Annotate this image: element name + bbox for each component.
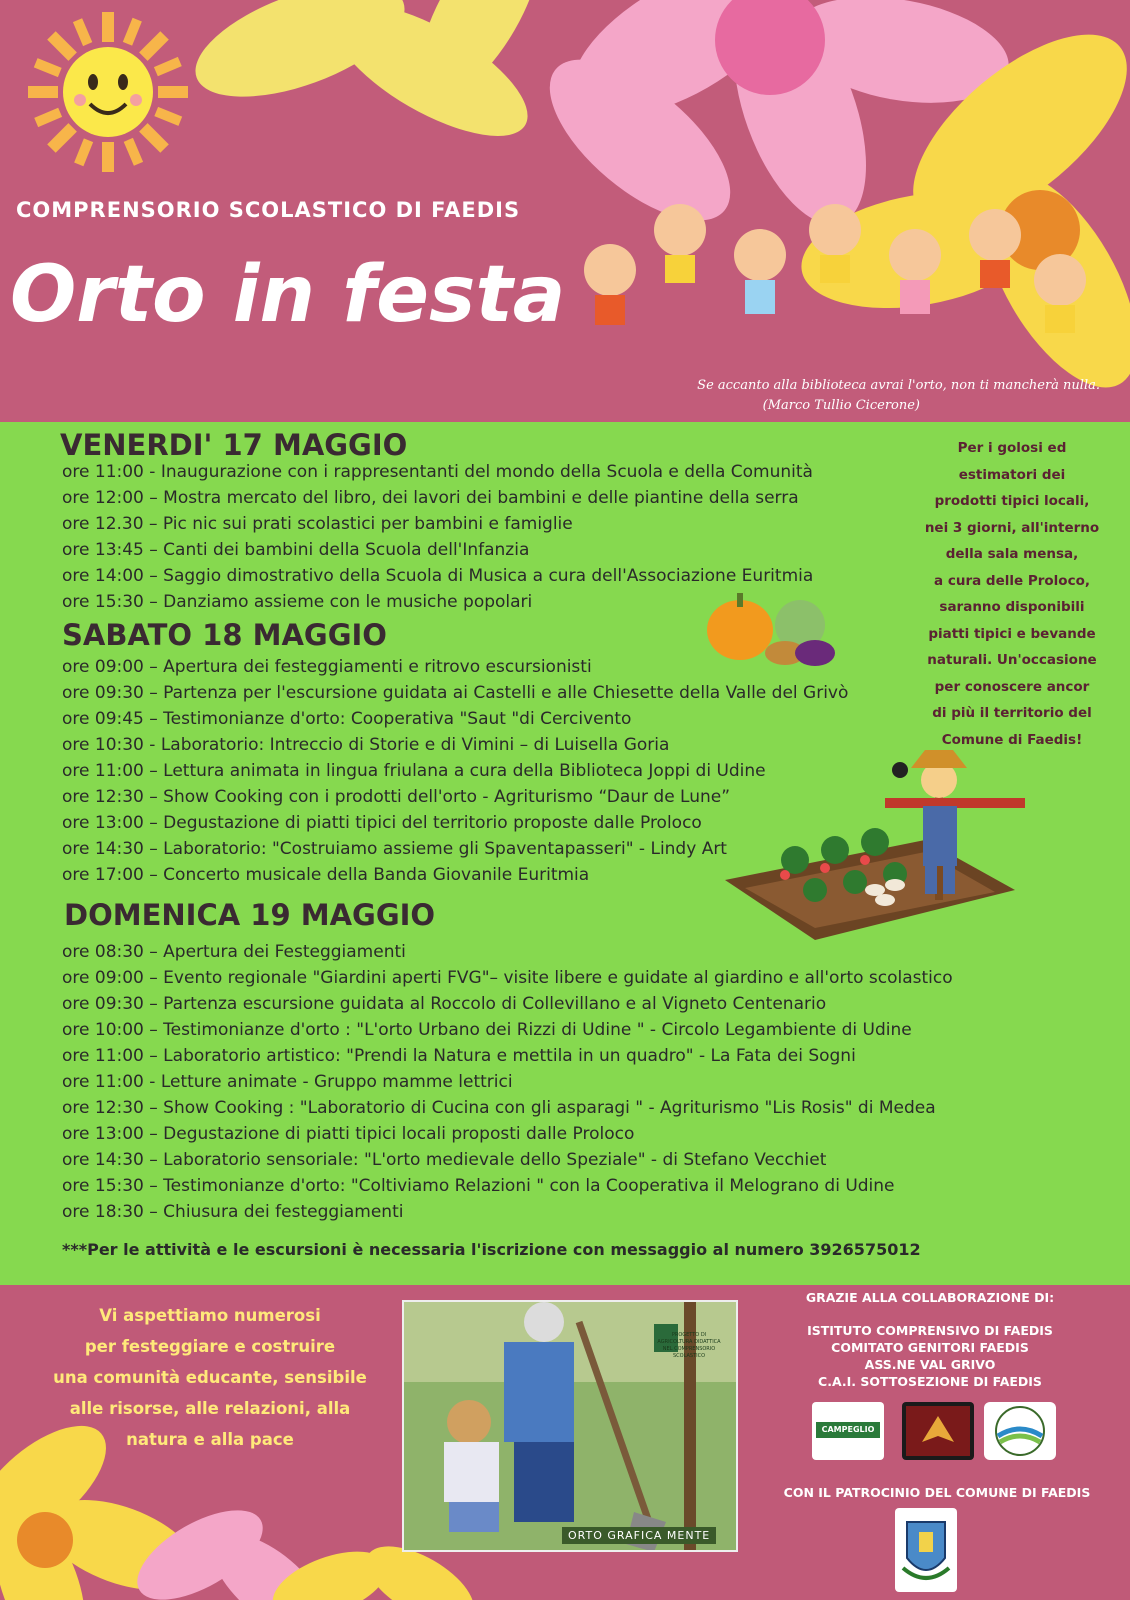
day-heading-saturday: SABATO 18 MAGGIO [62, 618, 387, 652]
list-item: ore 14:30 – Laboratorio: "Costruiamo assieme gli Spaventapasseri" - Lindy Art [62, 839, 727, 859]
quote [580, 376, 1100, 416]
partner-item: ASS.NE VAL GRIVO [864, 1357, 996, 1372]
photo-label: ORTO GRAFICA MENTE [562, 1527, 716, 1544]
side-note-line: prodotti tipici locali, [934, 493, 1090, 509]
list-item: ore 10:30 - Laboratorio: Intreccio di Storie e di Vimini – di Luisella Goria [62, 735, 670, 755]
invite-line: natura e alla pace [126, 1430, 294, 1449]
day-heading-sunday: DOMENICA 19 MAGGIO [64, 898, 436, 932]
list-item: ore 13:00 – Degustazione di piatti tipici locali proposti dalle Proloco [62, 1124, 635, 1144]
logo-proloco-campeglio [812, 1402, 884, 1460]
partner-item: C.A.I. SOTTOSEZIONE DI FAEDIS [818, 1374, 1042, 1389]
side-note-line: nei 3 giorni, all'interno [924, 519, 1100, 536]
side-note-line: Per i golosi ed [957, 440, 1067, 456]
list-item: ore 15:30 – Testimonianze d'orto: "Coltiviamo Relazioni " con la Cooperativa il Melograno di Udine [62, 1176, 895, 1196]
quote-text: Se accanto alla biblioteca avrai l'orto, non ti mancherà nulla. [697, 378, 1100, 393]
garden-photo [402, 1300, 738, 1552]
list-item: ore 14:30 – Laboratorio sensoriale: "L'orto medievale dello Speziale" - di Stefano Vecchiet [62, 1150, 827, 1170]
side-note-line: saranno disponibili [939, 599, 1085, 615]
list-item: ore 17:00 – Concerto musicale della Banda Giovanile Euritmia [62, 865, 590, 885]
school-name: COMPRENSORIO SCOLASTICO DI FAEDIS [16, 198, 521, 222]
side-note-line: Comune di Faedis! [941, 731, 1083, 748]
logo-refosco-eagle-icon [902, 1402, 974, 1460]
page-title: Orto in festa [10, 250, 566, 340]
list-item: ore 09:00 – Evento regionale "Giardini aperti FVG"– visite libere e guidate al giardino e all'orto scolastico [62, 968, 953, 988]
list-item: ore 13:45 – Canti dei bambini della Scuola dell'Infanzia [62, 540, 530, 560]
list-item: ore 12:00 – Mostra mercato del libro, dei lavori dei bambini e delle piantine della serra [62, 488, 799, 508]
vegetables-icon [705, 585, 845, 675]
invite-line: Vi aspettiamo numerosi [99, 1306, 321, 1325]
partner-item: ISTITUTO COMPRENSIVO DI FAEDIS [807, 1323, 1053, 1338]
list-item: ore 10:00 – Testimonianze d'orto : "L'orto Urbano dei Rizzi di Udine " - Circolo Legambiente di Udine [62, 1020, 912, 1040]
list-item: ore 09:30 – Partenza per l'escursione guidata ai Castelli e alle Chiesette della Valle del Grivò [62, 683, 849, 703]
faedis-coat-of-arms-icon [895, 1508, 957, 1592]
list-item: ore 13:00 – Degustazione di piatti tipici del territorio proposte dalle Proloco [62, 813, 702, 833]
side-note-line: estimatori dei [958, 466, 1066, 483]
logo-proloco-val-grivo-icon [984, 1402, 1056, 1460]
friday-schedule [62, 459, 813, 615]
local-products-note [912, 435, 1112, 753]
day-heading-friday: VENERDI' 17 MAGGIO [60, 428, 408, 462]
sunday-schedule [62, 939, 953, 1225]
invite-line: per festeggiare e costruire [84, 1337, 336, 1356]
invite-line: alle risorse, alle relazioni, alla [69, 1399, 351, 1418]
registration-note: ***Per le attività e le escursioni è necessaria l'iscrizione con messaggio al numero 3926575012 [62, 1240, 921, 1259]
side-note-line: di più il territorio del [932, 705, 1092, 721]
invite-message [40, 1300, 380, 1455]
list-item: ore 11:00 – Lettura animata in lingua friulana a cura della Biblioteca Joppi di Udine [62, 761, 766, 781]
list-item: ore 15:30 – Danziamo assieme con le musiche popolari [62, 592, 533, 612]
scarecrow-garden-icon [725, 750, 1035, 950]
list-item: ore 11:00 – Laboratorio artistico: "Prendi la Natura e mettila in un quadro" - La Fata dei Sogni [62, 1046, 856, 1066]
thanks-heading: GRAZIE ALLA COLLABORAZIONE DI: [805, 1290, 1055, 1305]
quote-author: (Marco Tullio Cicerone) [762, 398, 920, 413]
partner-item: COMITATO GENITORI FAEDIS [831, 1340, 1029, 1355]
list-item: ore 11:00 - Letture animate - Gruppo mamme lettrici [62, 1072, 513, 1092]
campeglio-logo-text: CAMPEGLIO [816, 1422, 880, 1438]
list-item: ore 12.30 – Pic nic sui prati scolastici per bambini e famiglie [62, 514, 573, 534]
side-note-line: per conoscere ancor [934, 678, 1090, 695]
side-note-line: piatti tipici e bevande [928, 625, 1096, 642]
list-item: ore 08:30 – Apertura dei Festeggiamenti [62, 942, 406, 962]
side-note-line: naturali. Un'occasione [927, 652, 1097, 668]
project-caption: PROGETTO DI AGRICOLTURA DIDATTICA NEL COMPRENSORIO SCOLASTICO [657, 1332, 721, 1359]
header-banner [0, 0, 1130, 422]
list-item: ore 11:00 - Inaugurazione con i rappresentanti del mondo della Scuola e della Comunità [62, 462, 813, 482]
side-note-line: a cura delle Proloco, [934, 572, 1090, 589]
list-item: ore 18:30 – Chiusura dei festeggiamenti [62, 1202, 404, 1222]
list-item: ore 09:30 – Partenza escursione guidata al Roccolo di Collevillano e al Vigneto Centenario [62, 994, 827, 1014]
list-item: ore 09:00 – Apertura dei festeggiamenti e ritrovo escursionisti [62, 657, 592, 677]
list-item: ore 12:30 – Show Cooking con i prodotti dell'orto - Agriturismo “Daur de Lune” [62, 787, 731, 807]
side-note-line: della sala mensa, [945, 546, 1079, 562]
partners-list [760, 1322, 1100, 1390]
list-item: ore 09:45 – Testimonianze d'orto: Cooperativa "Saut "di Cercivento [62, 709, 632, 729]
list-item: ore 12:30 – Show Cooking : "Laboratorio di Cucina con gli asparagi " - Agriturismo "Lis Rosis" di Medea [62, 1098, 936, 1118]
list-item: ore 14:00 – Saggio dimostrativo della Scuola di Musica a cura dell'Associazione Euritmia [62, 566, 814, 586]
patronage-text: CON IL PATROCINIO DEL COMUNE DI FAEDIS [783, 1485, 1091, 1500]
invite-line: una comunità educante, sensibile [53, 1368, 367, 1387]
